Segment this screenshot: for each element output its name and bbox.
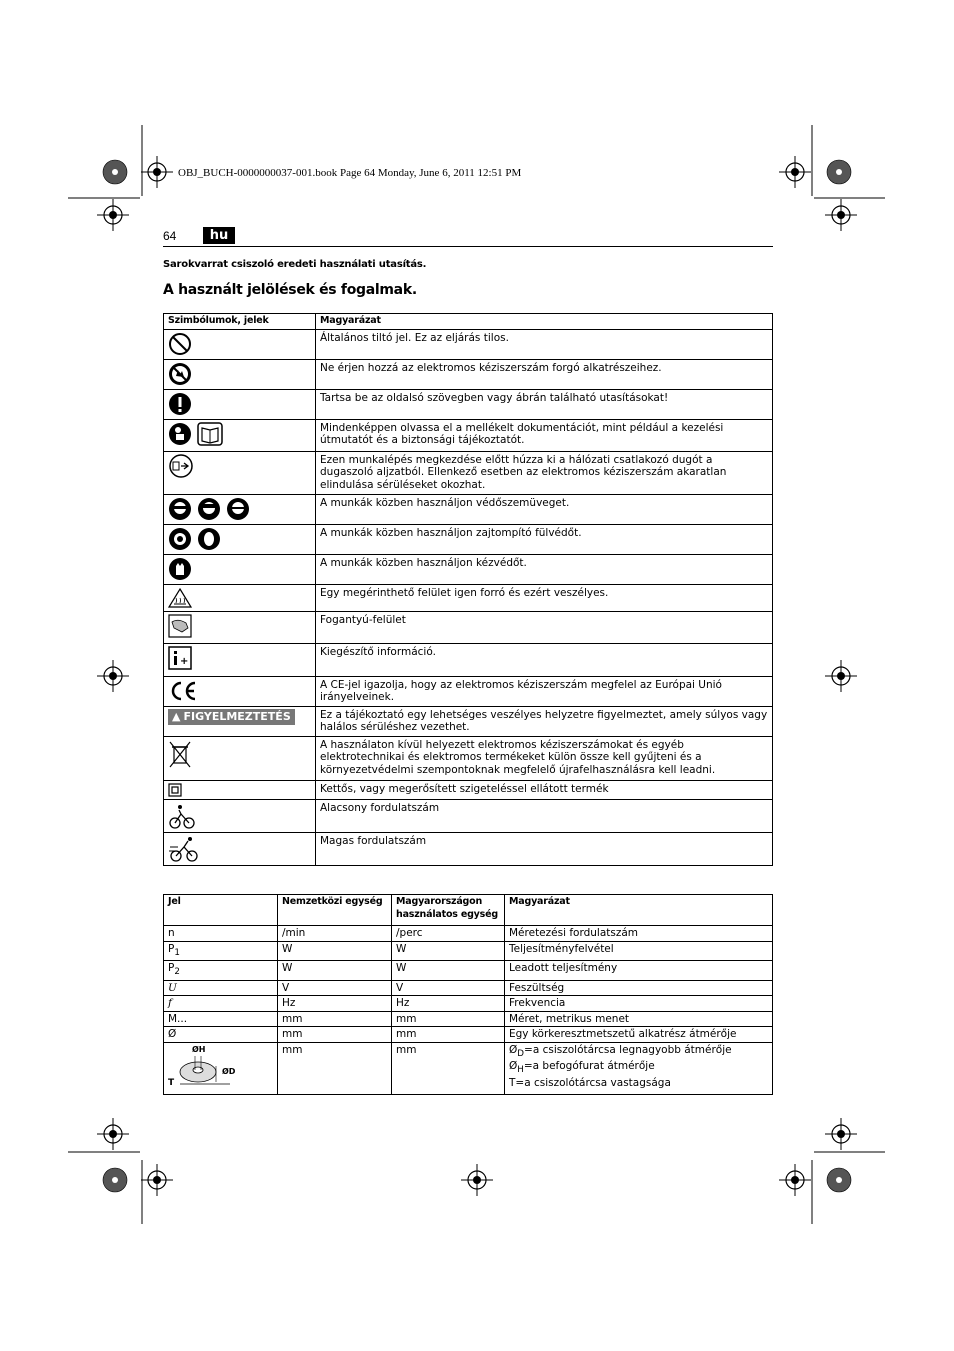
- table-cell: Kettős, vagy megerősített szigeteléssel ellátott termék: [316, 780, 773, 799]
- desc-symbol: T: [509, 1076, 516, 1089]
- desc-symbol: Ø: [509, 1060, 518, 1073]
- description-cell: Méretezési fordulatszám: [505, 926, 773, 942]
- column-header: Magyarázat: [505, 895, 773, 926]
- description-cell: Teljesítményfelvétel: [505, 941, 773, 961]
- book-slug: OBJ_BUCH-0000000037-001.book Page 64 Monday, June 6, 2011 12:51 PM: [178, 167, 522, 179]
- table-cell: A CE-jel igazolja, hogy az elektromos kéziszerszám megfelel az Európai Unió irányelveinek.: [316, 676, 773, 706]
- intl-unit-cell: /min: [278, 926, 392, 942]
- symbol-cell: f: [164, 996, 278, 1012]
- table-row: [164, 832, 773, 865]
- page-number: 64: [163, 229, 177, 243]
- table-row: [164, 780, 773, 799]
- registration-mark-icon: [779, 156, 811, 188]
- column-header: Magyarázat: [316, 314, 773, 330]
- table-row: [164, 980, 773, 996]
- description-cell: Leadott teljesítmény: [505, 961, 773, 981]
- table-cell: Ne érjen hozzá az elektromos kéziszerszám forgó alkatrészeihez.: [316, 359, 773, 389]
- registration-mark-icon: [779, 1164, 811, 1196]
- table-row: [164, 941, 773, 961]
- diagram-label-h: ØH: [192, 1044, 206, 1054]
- symbols-table: [163, 313, 773, 866]
- double-insulation-icon: [168, 783, 311, 797]
- symbol-subscript: 1: [174, 947, 180, 958]
- info-icon: [168, 646, 311, 670]
- table-cell: A használaton kívül helyezett elektromos kéziszerszámokat és egyéb elektrotechnikai és elektromos termékeket külön össze kell gyűjteni és a környezetvédelmi szempontoknak megfelelő újrafelhasználásra kell leadni.: [316, 736, 773, 780]
- description-cell: Frekvencia: [505, 996, 773, 1012]
- description-cell: Feszültség: [505, 980, 773, 996]
- read-manual-icon: [168, 422, 311, 446]
- symbol-cell: [164, 1042, 278, 1094]
- color-wheel-icon: [103, 160, 127, 184]
- table-cell: Alacsony fordulatszám: [316, 799, 773, 832]
- table-row: [164, 736, 773, 780]
- table-cell: Mindenképpen olvassa el a mellékelt dokumentációt, mint például a kezelési útmutatót és a biztonsági tájékoztatót.: [316, 419, 773, 451]
- column-header: Szimbólumok, jelek: [164, 314, 316, 330]
- grip-surface-icon: [168, 614, 311, 638]
- hu-unit-cell: Hz: [392, 996, 505, 1012]
- table-row: [164, 996, 773, 1012]
- desc-symbol: Ø: [509, 1043, 518, 1056]
- symbol-text: P: [168, 962, 175, 975]
- desc-text: =a csiszolótárcsa legnagyobb átmérője: [524, 1043, 732, 1056]
- prohibition-icon: [168, 332, 311, 356]
- table-row: [164, 961, 773, 981]
- table-row: [164, 389, 773, 419]
- warning-triangle-icon: ▲: [172, 709, 181, 723]
- table-row: [164, 1042, 773, 1094]
- description-cell: Méret, metrikus menet: [505, 1011, 773, 1027]
- table-row: [164, 494, 773, 524]
- intl-unit-cell: mm: [278, 1042, 392, 1094]
- symbol-subscript: 2: [174, 967, 180, 978]
- symbol-cell: M...: [164, 1011, 278, 1027]
- registration-mark-icon: [97, 660, 129, 692]
- table-cell: Fogantyú-felület: [316, 611, 773, 643]
- diagram-label-t: T: [168, 1077, 175, 1088]
- symbol-cell: U: [164, 980, 278, 996]
- registration-mark-icon: [825, 660, 857, 692]
- table-row: [164, 419, 773, 451]
- do-not-touch-icon: [168, 362, 311, 386]
- table-cell: A munkák közben használjon zajtompító fülvédőt.: [316, 524, 773, 554]
- registration-mark-icon: [97, 199, 129, 231]
- description-cell: Egy körkeresztmetszetű alkatrész átmérője: [505, 1027, 773, 1043]
- table-row: [164, 524, 773, 554]
- table-cell: A munkák közben használjon védőszemüveget.: [316, 494, 773, 524]
- registration-mark-icon: [825, 1118, 857, 1150]
- disc-diagram: [168, 1044, 248, 1092]
- hu-unit-cell: mm: [392, 1011, 505, 1027]
- table-cell: Ezen munkalépés megkezdése előtt húzza ki a hálózati csatlakozó dugót a dugaszoló aljzatból. Ellenkező esetben az elektromos kéziszerszám akaratlan elindulása sérüléseket okozhat.: [316, 451, 773, 494]
- intl-unit-cell: W: [278, 941, 392, 961]
- weee-bin-icon: [168, 739, 311, 769]
- intl-unit-cell: W: [278, 961, 392, 981]
- registration-mark-icon: [825, 199, 857, 231]
- symbol-cell: [164, 961, 278, 981]
- document-subtitle: Sarokvarrat csiszoló eredeti használati utasítás.: [163, 259, 427, 270]
- table-row: [164, 799, 773, 832]
- hu-unit-cell: /perc: [392, 926, 505, 942]
- intl-unit-cell: V: [278, 980, 392, 996]
- unplug-icon: [168, 454, 311, 478]
- table-row: [164, 329, 773, 359]
- symbol-cell: n: [164, 926, 278, 942]
- registration-mark-icon: [141, 1164, 173, 1196]
- color-wheel-icon: [827, 160, 851, 184]
- column-header: Jel: [164, 895, 278, 926]
- table-row: [164, 926, 773, 942]
- table-row: [164, 643, 773, 676]
- registration-mark-icon: [461, 1164, 493, 1196]
- table-row: [164, 359, 773, 389]
- column-header: Magyarországon használatos egység: [392, 895, 505, 926]
- table-row: [164, 1011, 773, 1027]
- high-speed-icon: [168, 835, 311, 863]
- table-row: [164, 584, 773, 611]
- color-wheel-icon: [827, 1168, 851, 1192]
- table-cell: Tartsa be az oldalsó szövegben vagy ábrán található utasításokat!: [316, 389, 773, 419]
- table-cell: Magas fordulatszám: [316, 832, 773, 865]
- table-row: [164, 611, 773, 643]
- desc-text: =a csiszolótárcsa vastagsága: [515, 1076, 671, 1089]
- diagram-label-d: ØD: [222, 1066, 236, 1076]
- eye-protection-icon: [168, 497, 311, 521]
- symbol-cell: [164, 941, 278, 961]
- svg-text:+: +: [180, 655, 189, 667]
- description-cell: [505, 1042, 773, 1094]
- intl-unit-cell: Hz: [278, 996, 392, 1012]
- table-cell: Kiegészítő információ.: [316, 643, 773, 676]
- hu-unit-cell: mm: [392, 1027, 505, 1043]
- language-badge: hu: [203, 227, 235, 244]
- ce-mark-icon: [168, 679, 311, 703]
- table-cell: A munkák közben használjon kézvédőt.: [316, 554, 773, 584]
- hu-unit-cell: mm: [392, 1042, 505, 1094]
- registration-mark-icon: [141, 156, 173, 188]
- ear-protection-icon: [168, 527, 311, 551]
- units-table: [163, 894, 773, 1095]
- table-cell: Általános tiltó jel. Ez az eljárás tilos.: [316, 329, 773, 359]
- desc-subscript: D: [517, 1048, 525, 1059]
- exclamation-icon: [168, 392, 311, 416]
- intl-unit-cell: mm: [278, 1027, 392, 1043]
- low-speed-icon: [168, 802, 311, 830]
- desc-text: =a befogófurat átmérője: [523, 1060, 655, 1073]
- table-header-row: [164, 314, 773, 330]
- warning-badge: [168, 709, 295, 726]
- column-header: Nemzetközi egység: [278, 895, 392, 926]
- table-row: [164, 676, 773, 706]
- table-header-row: [164, 895, 773, 926]
- color-wheel-icon: [103, 1168, 127, 1192]
- desc-line: [509, 1077, 768, 1090]
- desc-subscript: H: [517, 1065, 524, 1076]
- table-row: [164, 451, 773, 494]
- registration-mark-icon: [97, 1118, 129, 1150]
- warning-badge-label: FIGYELMEZTETÉS: [183, 709, 291, 723]
- hot-surface-icon: [168, 587, 311, 609]
- hu-unit-cell: V: [392, 980, 505, 996]
- header-divider: [163, 246, 773, 247]
- section-heading: A használt jelölések és fogalmak.: [163, 282, 417, 298]
- desc-line: [509, 1044, 768, 1061]
- desc-line: [509, 1060, 768, 1077]
- table-row: [164, 1027, 773, 1043]
- intl-unit-cell: mm: [278, 1011, 392, 1027]
- table-row: [164, 554, 773, 584]
- symbol-text: P: [168, 942, 175, 955]
- hu-unit-cell: W: [392, 941, 505, 961]
- table-row: [164, 706, 773, 736]
- table-cell: Egy megérinthető felület igen forró és ezért veszélyes.: [316, 584, 773, 611]
- table-cell: Ez a tájékoztató egy lehetséges veszélyes helyzetre figyelmeztet, amely súlyos vagy halálos sérüléshez vezethet.: [316, 706, 773, 736]
- hu-unit-cell: W: [392, 961, 505, 981]
- symbol-cell: Ø: [164, 1027, 278, 1043]
- glove-icon: [168, 557, 311, 581]
